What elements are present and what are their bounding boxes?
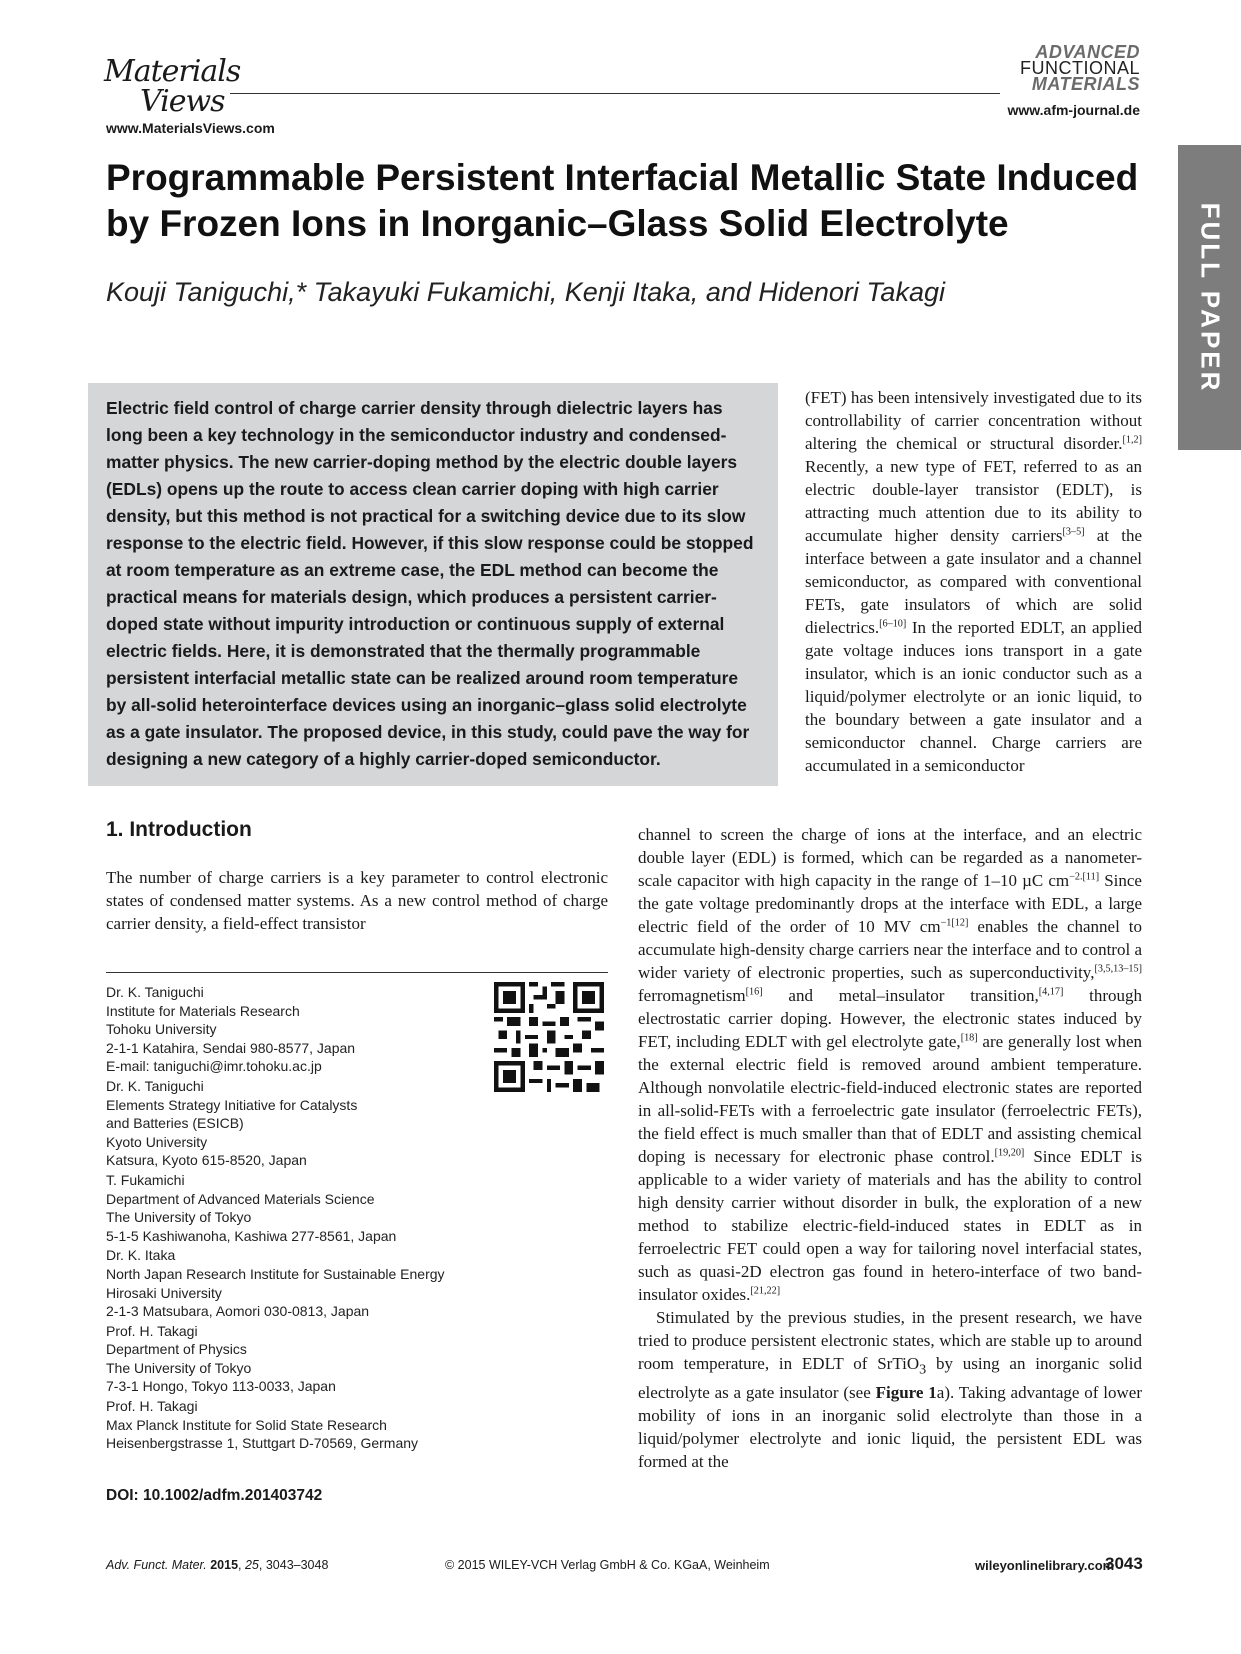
doi[interactable]: DOI: 10.1002/adfm.201403742: [106, 1487, 323, 1504]
affiliation-line: Dr. K. Itaka: [106, 1247, 176, 1264]
affiliation-line: Heisenbergstrasse 1, Stuttgart D-70569, Germany: [106, 1435, 419, 1452]
afm-logo: ADVANCED FUNCTIONAL MATERIALS: [1019, 42, 1140, 94]
affiliations: [106, 983, 506, 1454]
affiliation-block: [106, 1077, 506, 1170]
affiliation-block: [106, 1397, 506, 1453]
affiliation-line: Department of Physics: [106, 1341, 247, 1358]
footer-journal-citation: Adv. Funct. Mater. 2015, 25, 3043–3048: [106, 1558, 329, 1572]
abstract-text: Electric field control of charge carrier density through dielectric layers has long been a key technology in the semiconductor industry and condensed-matter physics. The new carrier-doping method by the electric double layers (EDLs) opens up the route to access clean carrier doping with high carrier density, but this method is not practical for a switching device due to its slow response to the electric field. However, if this slow response could be stopped at room temperature as an extreme case, the EDL method can become the practical means for materials design, which produces a persistent carrier-doped state without impurity introduction or continuous supply of external electric fields. Here, it is demonstrated that the thermally programmable persistent interfacial metallic state can be realized around room temperature by all-solid heterointerface devices using an inorganic–glass solid electrolyte as a gate insulator. The proposed device, in this study, could pave the way for designing a new category of a highly carrier-doped semiconductor.: [106, 398, 754, 769]
affiliation-line: The University of Tokyo: [106, 1209, 252, 1226]
affiliation-line: 2-1-1 Katahira, Sendai 980-8577, Japan: [106, 1039, 356, 1056]
affiliation-line: Elements Strategy Initiative for Catalysts: [106, 1096, 358, 1113]
affiliation-line[interactable]: E-mail: taniguchi@imr.tohoku.ac.jp: [106, 1058, 322, 1075]
qr-code-icon: [494, 982, 604, 1092]
affiliation-block: [106, 983, 506, 1076]
affiliation-line: T. Fukamichi: [106, 1171, 185, 1188]
affiliation-line: Institute for Materials Research: [106, 1002, 300, 1019]
figure-1-link[interactable]: Figure 1: [875, 1383, 937, 1403]
affiliation-block: [106, 1171, 506, 1245]
affiliation-line: 5-1-5 Kashiwanoha, Kashiwa 277-8561, Japan: [106, 1227, 397, 1244]
affiliation-block: [106, 1246, 506, 1320]
header-rule: [230, 93, 1000, 94]
affiliation-line: Prof. H. Takagi: [106, 1398, 198, 1415]
abstract-box: [88, 383, 778, 786]
affiliation-line: Kyoto University: [106, 1133, 208, 1150]
affiliation-line: and Batteries (ESICB): [106, 1115, 244, 1132]
page-number: 3043: [1105, 1554, 1143, 1573]
affiliation-line: Tohoku University: [106, 1021, 217, 1038]
materials-views-url[interactable]: www.MaterialsViews.com: [106, 120, 275, 136]
author-list: Kouji Taniguchi,* Takayuki Fukamichi, Kenji Itaka, and Hidenori Takagi: [106, 277, 945, 307]
affiliation-line: Dr. K. Taniguchi: [106, 984, 204, 1000]
affiliation-line: North Japan Research Institute for Sustainable Energy: [106, 1265, 445, 1282]
section-heading-introduction: 1. Introduction: [106, 818, 252, 841]
intro-paragraph: The number of charge carriers is a key parameter to control electronic states of condensed matter systems. As a new control method of charge carrier density, a field-effect transistor: [106, 868, 608, 933]
affiliation-line: Katsura, Kyoto 615-8520, Japan: [106, 1152, 307, 1169]
article-title: Programmable Persistent Interfacial Metallic State Induced by Frozen Ions in Inorganic–Glass Solid Electrolyte: [106, 157, 1139, 244]
affiliation-line: Dr. K. Taniguchi: [106, 1077, 204, 1094]
footer-copyright: © 2015 WILEY-VCH Verlag GmbH & Co. KGaA, Weinheim: [445, 1558, 770, 1572]
afm-journal-url[interactable]: www.afm-journal.de: [1007, 102, 1140, 118]
affiliation-block: [106, 1322, 506, 1396]
affiliation-line: Department of Advanced Materials Science: [106, 1190, 375, 1207]
full-paper-tab: FULL PAPER: [1178, 145, 1241, 450]
affiliation-line: Max Planck Institute for Solid State Research: [106, 1416, 387, 1433]
affiliation-line: 2-1-3 Matsubara, Aomori 030-0813, Japan: [106, 1303, 370, 1320]
affiliation-line: 7-3-1 Hongo, Tokyo 113-0033, Japan: [106, 1378, 336, 1395]
affiliation-rule: [106, 972, 608, 973]
materials-views-logo: Materials Views: [104, 54, 241, 119]
footer-site-link[interactable]: wileyonlinelibrary.com: [975, 1558, 1115, 1573]
right-column-body: channel to screen the charge of ions at the interface, and an electric double layer (EDL) is formed, which can be regarded as a nanometer-scale capacitor with high capacity in the range of 1–10 µC $cm^{-2.[11]}$ Since the gate voltage predominantly drops at the interface with EDL, a large electric field of the order of 10 MV $cm^{-1[12]}$ enables the channel to accumulate high-density charge carriers near the interface and to control a wider variety of electronic properties, such as superconductivity,[3,5,13–15] ferromagnetism[16] and metal–insulator transition,[4,17] through electrostatic carrier doping. However, the electronic states induced by FET, including EDLT with gel electrolyte gate,[18] are generally lost when the external electric field is removed around ambient temperature. Although nonvolatile electric-field-induced electronic states are reported in all-solid-FETs with a ferroelectric gate insulator (ferroelectric FETs), the field effect is much smaller than that of EDLT and assisting chemical doping is necessary for electronic phase control.[19,20] Since EDLT is applicable to a wider variety of materials and has the ability to control high density carrier without disorder in bulk, the exploration of a new method to stabilize electric-field-induced states in EDLT as in ferroelectric FET could open a way for tailoring novel interfacial states, such as quasi-2D electron gas found in hetero-interface of two band-insulator oxides.[21,22] Stimulated by the previous studies, in the present research, we have tried to produce persistent electronic states, which are stable up to around room temperature, in EDLT of SrTiO$_3$ by using an inorganic solid electrolyte as a gate insulator (see Figure 1a). Taking advantage of lower mobility of ions in an inorganic solid electrolyte than those in a liquid/polymer electrolyte and ionic liquid, the persistent EDL was formed at the: [638, 825, 1143, 1472]
affiliation-line: Prof. H. Takagi: [106, 1322, 198, 1339]
affiliation-line: Hirosaki University: [106, 1284, 222, 1301]
right-column-top: (FET) has been intensively investigated due to its controllability of carrier concentration without altering the chemical or structural disorder.[1,2] Recently, a new type of FET, referred to as an electric double-layer transistor (EDLT), is attracting much attention due to its ability to accumulate higher density carriers[3–5] at the interface between a gate insulator and a channel semiconductor, as compared with conventional FETs, gate insulators of which are solid dielectrics.[6–10] In the reported EDLT, an applied gate voltage induces ions transport in a gate insulator, which is an ionic conductor such as a liquid/polymer electrolyte or an ionic liquid, to the boundary between a gate insulator and a semiconductor channel. Charge carriers are accumulated in a semiconductor: [805, 388, 1142, 775]
affiliation-line: The University of Tokyo: [106, 1359, 252, 1376]
